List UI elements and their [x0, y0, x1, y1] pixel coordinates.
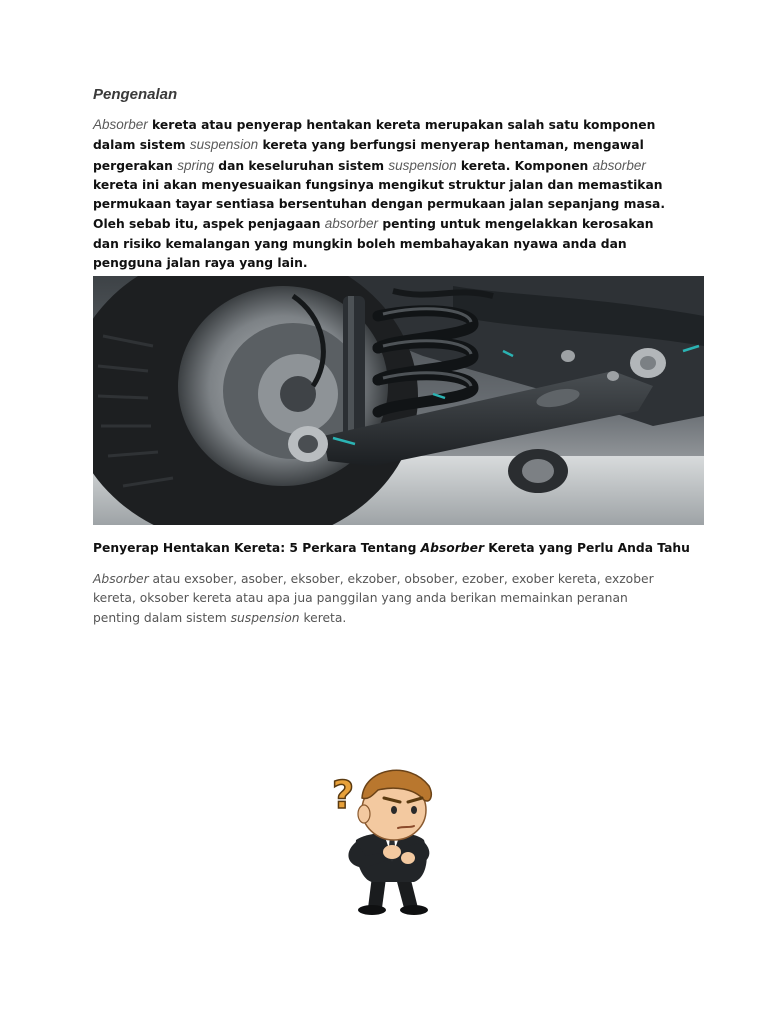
- body-text: kereta.: [299, 610, 347, 625]
- term-suspension: suspension: [189, 137, 259, 153]
- term-spring: spring: [177, 157, 215, 173]
- svg-text:?: ?: [332, 773, 355, 817]
- term-suspension: suspension: [388, 157, 457, 173]
- subheading-term-absorber: Absorber: [420, 541, 485, 555]
- subheading-text: Kereta yang Perlu Anda Tahu: [484, 541, 690, 555]
- intro-paragraph: [93, 115, 683, 273]
- confused-man-icon: [284, 748, 494, 920]
- intro-text: penting untuk mengelakkan kerosakan dan risiko kemalangan yang mungkin boleh membahayakan nyawa anda dan pengguna jalan raya yang lain.: [93, 217, 654, 271]
- article-subheading: [93, 541, 693, 555]
- section-heading: Pengenalan: [93, 86, 178, 103]
- body-paragraph: [93, 570, 673, 628]
- term-absorber: Absorber: [93, 572, 149, 586]
- term-absorber: absorber: [592, 157, 646, 173]
- subheading-text: Penyerap Hentakan Kereta: 5 Perkara Tentang: [93, 541, 421, 555]
- body-text: atau exsober, asober, eksober, ekzober, obsober, ezober, exober kereta, exzober kereta, oksober kereta atau apa jua panggilan yang anda berikan memainkan peranan penting dalam sistem: [93, 572, 654, 625]
- intro-text: kereta ini akan menyesuaikan fungsinya mengikut struktur jalan dan memastikan permukaan tayar sentiasa bersentuhan dengan permukaan jalan sepanjang masa. Oleh sebab itu, aspek penjagaan: [93, 177, 666, 232]
- intro-text: dan keseluruhan sistem: [214, 158, 389, 173]
- suspension-illustration: [93, 276, 704, 525]
- car-suspension-photo: [93, 276, 704, 525]
- term-absorber: absorber: [324, 216, 379, 232]
- term-suspension: suspension: [230, 610, 300, 625]
- intro-text: kereta yang berfungsi menyerap hentaman, mengawal pergerakan: [93, 138, 644, 173]
- intro-text: kereta atau penyerap hentakan kereta merupakan salah satu komponen dalam sistem: [93, 118, 656, 153]
- intro-text: kereta. Komponen: [456, 158, 593, 173]
- thinking-man-illustration: [284, 748, 494, 920]
- term-absorber: Absorber: [93, 117, 148, 132]
